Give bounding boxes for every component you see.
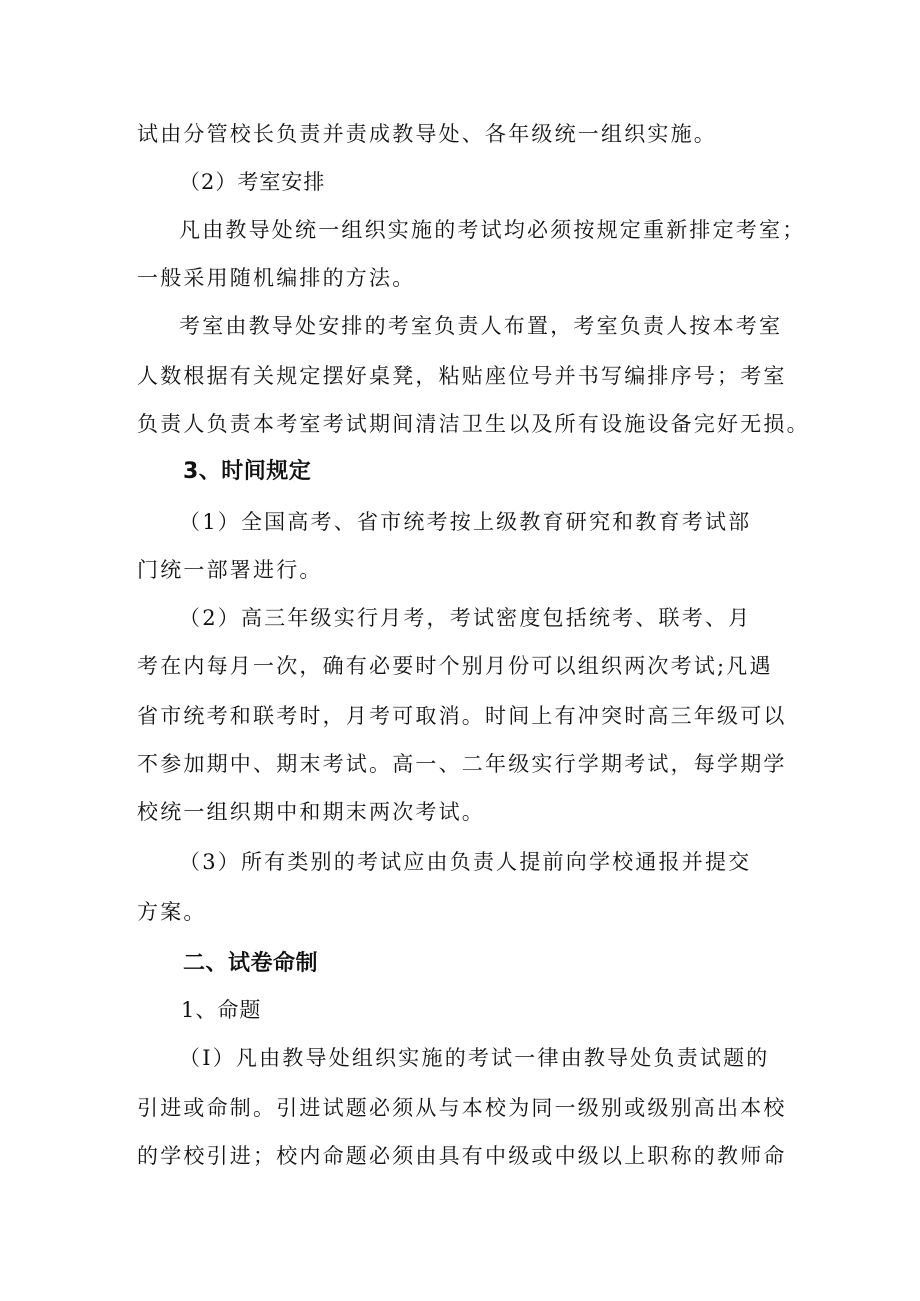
paragraph-line-17: 方案。 — [137, 900, 207, 924]
paragraph-line-14: 不参加期中、期末考试。高一、二年级实行学期考试，每学期学 — [137, 752, 787, 776]
paragraph-line-13: 省市统考和联考时，月考可取消。时间上有冲突时高三年级可以 — [137, 704, 787, 728]
subheading-question-setting: 1、命题 — [181, 998, 262, 1022]
subheading-exam-room: （2）考室安排 — [179, 170, 326, 194]
section-heading-time-rules: 3、时间规定 — [183, 459, 312, 484]
paragraph-line-15: 校统一组织期中和期末两次考试。 — [137, 800, 485, 824]
paragraph-line-5: 考室由教导处安排的考室负责人布置，考室负责人按本考室 — [179, 314, 783, 338]
paragraph-line-16: （3）所有类别的考试应由负责人提前向学校通报并提交 — [179, 850, 752, 874]
paragraph-line-6: 人数根据有关规定摆好桌凳，粘贴座位号并书写编排序号；考室 — [137, 364, 787, 388]
paragraph-line-20: （I）凡由教导处组织实施的考试一律由教导处负责试题的 — [179, 1046, 770, 1070]
paragraph-line-11: （2）高三年级实行月考，考试密度包括统考、联考、月 — [179, 606, 752, 630]
paragraph-line-10: 门统一部署进行。 — [137, 558, 323, 582]
paragraph-line-1: 试由分管校长负责并责成教导处、各年级统一组织实施。 — [137, 122, 717, 146]
paragraph-line-7: 负责人负责本考室考试期间清洁卫生以及所有设施设备完好无损。 — [137, 412, 810, 436]
section-heading-paper-making: 二、试卷命制 — [183, 951, 319, 976]
paragraph-line-3: 凡由教导处统一组织实施的考试均必须按规定重新排定考室； — [179, 218, 806, 242]
paragraph-line-21: 引进或命制。引进试题必须从与本校为同一级别或级别高出本校 — [137, 1096, 787, 1120]
paragraph-line-4: 一般采用随机编排的方法。 — [137, 266, 416, 290]
paragraph-line-9: （1）全国高考、省市统考按上级教育研究和教育考试部 — [179, 510, 752, 534]
paragraph-line-12: 考在内每月一次，确有必要时个别月份可以组织两次考试;凡遇 — [137, 654, 773, 678]
paragraph-line-22: 的学校引进；校内命题必须由具有中级或中级以上职称的教师命 — [137, 1144, 787, 1168]
